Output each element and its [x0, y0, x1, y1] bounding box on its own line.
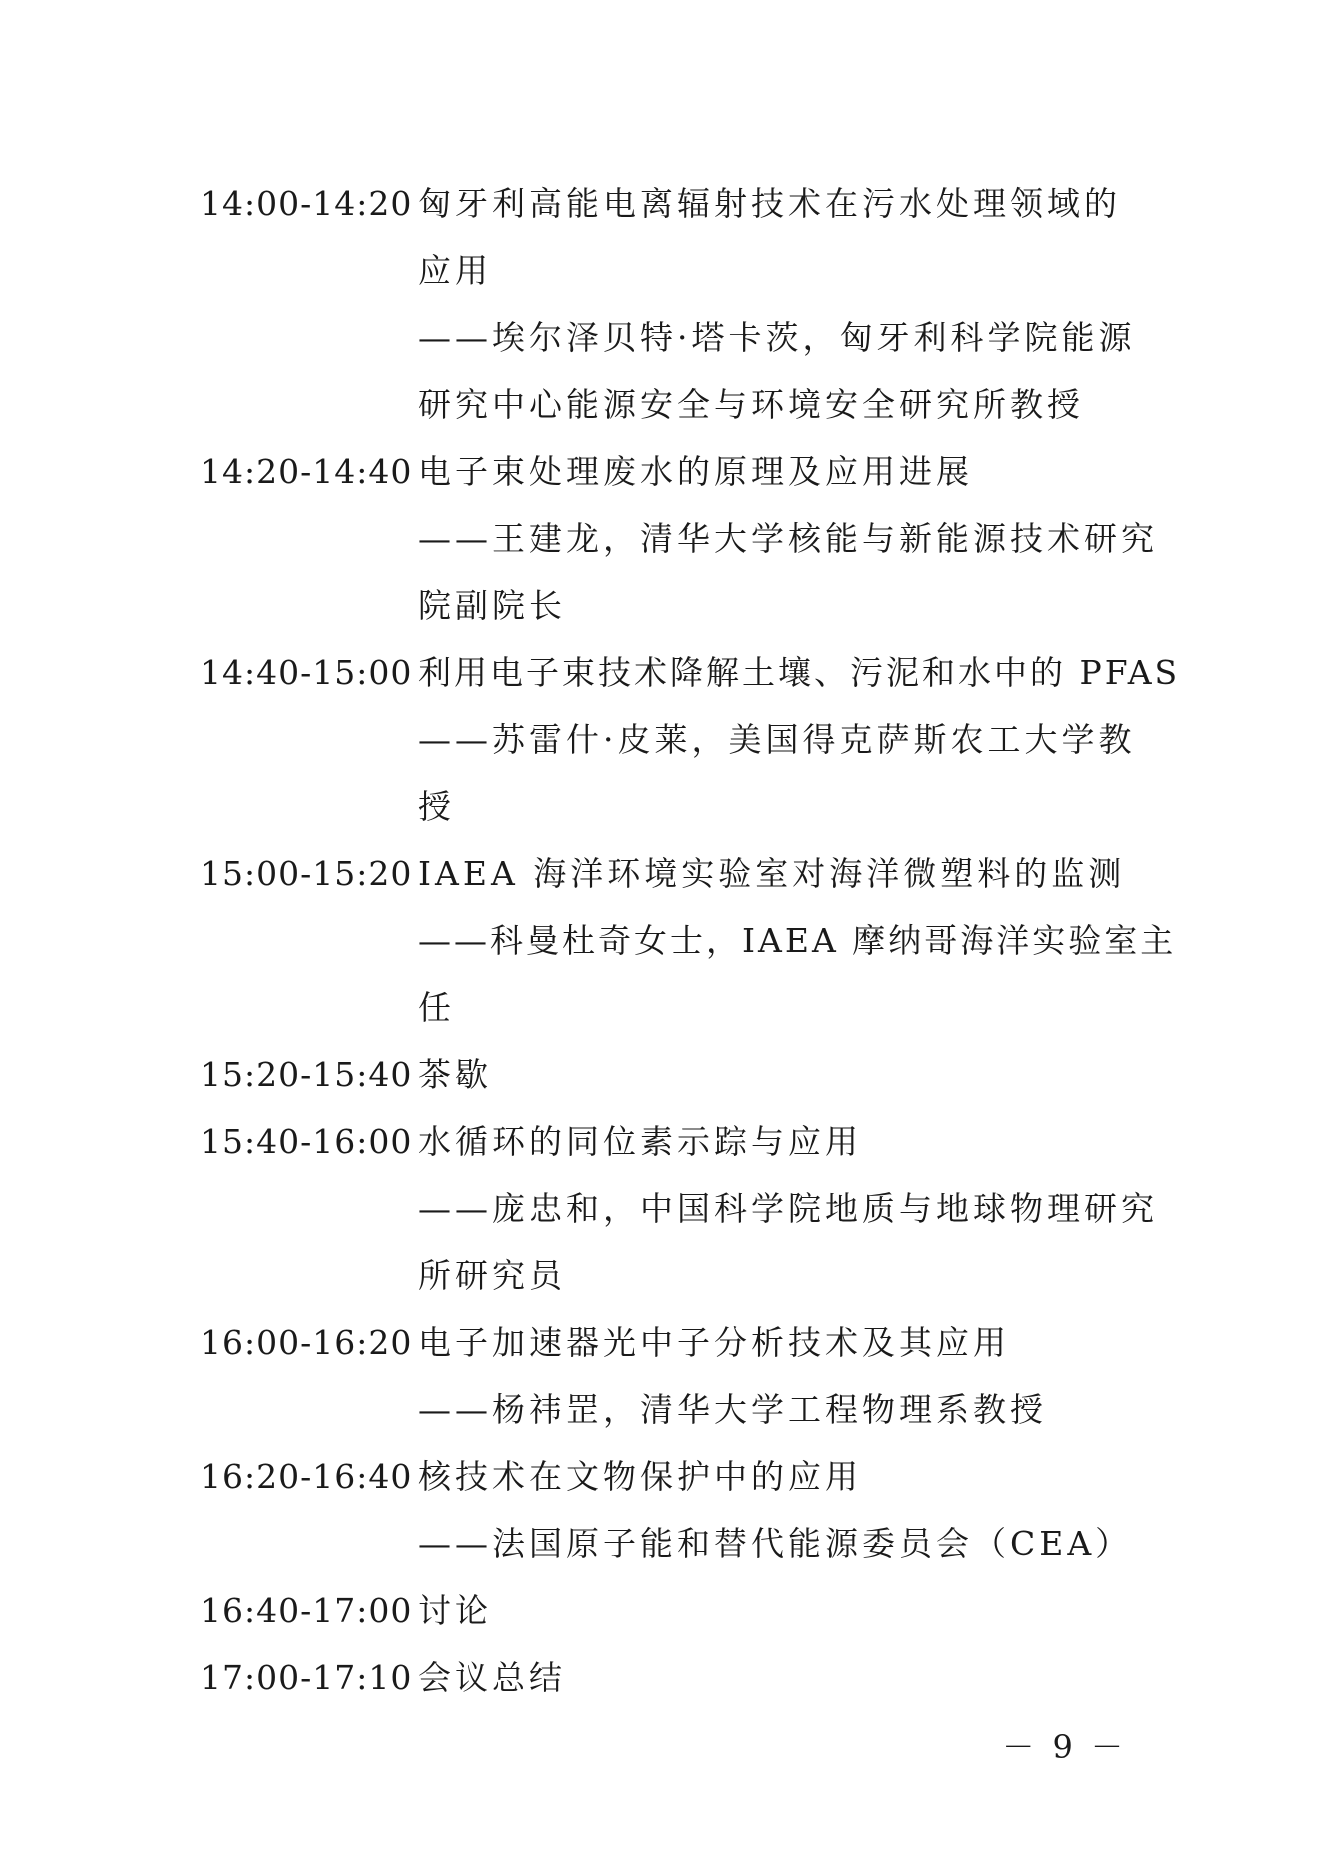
- session-title: 水循环的同位素示踪与应用: [418, 1122, 862, 1161]
- session-title: 核技术在文物保护中的应用: [418, 1457, 862, 1496]
- schedule-entry: [200, 170, 1140, 438]
- schedule-entry: [200, 840, 1177, 1041]
- session-time: 16:40-17:00: [200, 1591, 413, 1630]
- session-speaker: ——科曼杜奇女士，IAEA 摩纳哥海洋实验室主: [418, 921, 1177, 960]
- session-time: 14:20-14:40: [200, 452, 413, 491]
- session-time: 15:40-16:00: [200, 1122, 413, 1161]
- session-time: 16:20-16:40: [200, 1457, 413, 1496]
- schedule-entry: [200, 1108, 1158, 1309]
- session-speaker: ——埃尔泽贝特·塔卡茨，匈牙利科学院能源: [418, 318, 1136, 357]
- schedule-entry: [200, 1041, 1140, 1108]
- schedule-entry: [200, 1644, 1140, 1711]
- session-time: 15:20-15:40: [200, 1055, 413, 1094]
- session-title: 讨论: [418, 1591, 492, 1630]
- session-speaker: ——王建龙，清华大学核能与新能源技术研究: [418, 519, 1158, 558]
- session-title: 利用电子束技术降解土壤、污泥和水中的 PFAS: [418, 653, 1181, 692]
- session-time: 16:00-16:20: [200, 1323, 413, 1362]
- schedule-entry: [200, 1443, 1140, 1577]
- session-speaker: ——庞忠和，中国科学院地质与地球物理研究: [418, 1189, 1158, 1228]
- session-content: [418, 1108, 1158, 1309]
- session-speaker: ——法国原子能和替代能源委员会（CEA）: [418, 1524, 1133, 1563]
- session-speaker: ——杨祎罡，清华大学工程物理系教授: [418, 1390, 1047, 1429]
- session-content: [418, 170, 1140, 438]
- session-content: [418, 1577, 1140, 1644]
- schedule-list: [200, 170, 1181, 1711]
- session-title: 电子加速器光中子分析技术及其应用: [418, 1323, 1010, 1362]
- session-content: [418, 1309, 1140, 1443]
- session-speaker: ——苏雷什·皮莱，美国得克萨斯农工大学教: [418, 720, 1136, 759]
- session-title: 电子束处理废水的原理及应用进展: [418, 452, 973, 491]
- schedule-entry: [200, 438, 1158, 639]
- session-speaker: 研究中心能源安全与环境安全研究所教授: [418, 385, 1084, 424]
- session-title: 匈牙利高能电离辐射技术在污水处理领域的: [418, 184, 1121, 223]
- session-title: IAEA 海洋环境实验室对海洋微塑料的监测: [418, 854, 1126, 893]
- session-content: [418, 1644, 1140, 1711]
- schedule-entry: [200, 1309, 1140, 1443]
- session-title: 茶歇: [418, 1055, 492, 1094]
- session-speaker: 授: [418, 787, 454, 826]
- session-content: [418, 639, 1180, 840]
- session-content: [418, 438, 1158, 639]
- session-speaker: 任: [418, 988, 455, 1027]
- session-time: 14:40-15:00: [200, 653, 413, 692]
- session-title: 应用: [418, 251, 492, 290]
- session-content: [418, 1041, 1140, 1108]
- session-content: [418, 840, 1176, 1041]
- session-speaker: 院副院长: [418, 586, 566, 625]
- schedule-entry: [200, 639, 1181, 840]
- page-number: － 9 －: [1002, 1728, 1127, 1766]
- session-content: [418, 1443, 1140, 1577]
- session-title: 会议总结: [418, 1658, 566, 1697]
- schedule-entry: [200, 1577, 1140, 1644]
- session-speaker: 所研究员: [418, 1256, 566, 1295]
- session-time: 14:00-14:20: [200, 184, 413, 223]
- session-time: 17:00-17:10: [200, 1658, 413, 1697]
- session-time: 15:00-15:20: [200, 854, 413, 893]
